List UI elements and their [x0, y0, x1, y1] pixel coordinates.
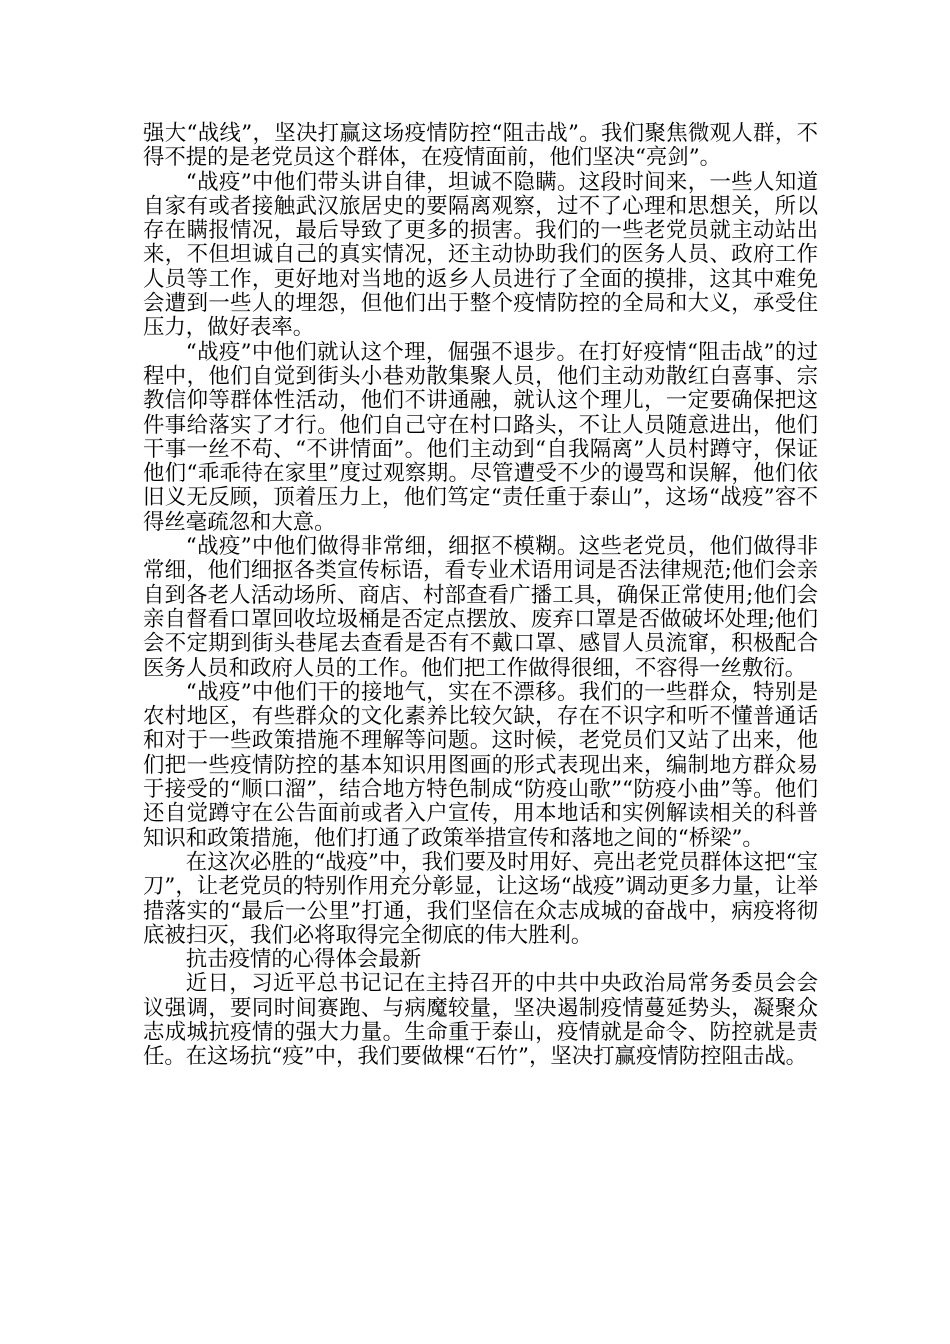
document-body [143, 122, 818, 1070]
paragraph-conclusion: 在这次必胜的“战疫”中，我们要及时用好、亮出老党员群体这把“宝刀”，让老党员的特别作用充分彰显，让这场“战疫”调动更多力量，让举措落实的“最后一公里”打通，我们坚信在众志成城的奋战中，病疫将彻底被扫灭，我们必将取得完全彻底的伟大胜利。 [143, 849, 818, 948]
section-title: 抗击疫情的心得体会最新 [185, 947, 422, 973]
paragraph-continuation: 强大“战线”，坚决打赢这场疫情防控“阻击战”。我们聚焦微观人群，不得不提的是老党员这个群体，在疫情面前，他们坚决“亮剑”。 [143, 121, 818, 171]
paragraph-closing: 近日，习近平总书记记在主持召开的中共中央政治局常务委员会会议强调，要同时间赛跑、与病魔较量，坚决遏制疫情蔓延势头，凝聚众志成城抗疫情的强大力量。生命重于泰山，疫情就是命令、防控就是责任。在这场抗“疫”中，我们要做棵“石竹”，坚决打赢疫情防控阻击战。 [143, 971, 818, 1070]
paragraph-self-discipline: “战疫”中他们带头讲自律，坦诚不隐瞒。这段时间来，一些人知道自家有或者接触武汉旅居史的要隔离观察，过不了心理和思想关，所以存在瞒报情况，最后导致了更多的损害。我们的一些老党员就主动站出来，不但坦诚自己的真实情况，还主动协助我们的医务人员、政府工作人员等工作，更好地对当地的返乡人员进行了全面的摸排，这其中难免会遭到一些人的埋怨，但他们出于整个疫情防控的全局和大义，承受住压力，做好表率。 [143, 169, 818, 341]
paragraph-grounded: “战疫”中他们干的接地气，实在不漂移。我们的一些群众，特别是农村地区，有些群众的文化素养比较欠缺，存在不识字和听不懂普通话和对于一些政策措施不理解等问题。这时候，老党员们又站了出来，他们把一些疫情防控的基本知识用图画的形式表现出来，编制地方群众易于接受的“顺口溜”，结合地方特色制成“防疫山歌”“防疫小曲”等。他们还自觉蹲守在公告面前或者入户宣传，用本地话和实例解读相关的科普知识和政策措施，他们打通了政策举措宣传和落地之间的“桥梁”。 [143, 679, 818, 851]
paragraph-stubborn: “战疫”中他们就认这个理，倔强不退步。在打好疫情“阻击战”的过程中，他们自觉到街头小巷劝散集聚人员，他们主动劝散红白喜事、宗教信仰等群体性活动，他们不讲通融，就认这个理儿，一定要确保把这件事给落实了才行。他们自己守在村口路头，不让人员随意进出，他们干事一丝不苟、“不讲情面”。他们主动到“自我隔离”人员村蹲守，保证他们“乖乖待在家里”度过观察期。尽管遭受不少的谩骂和误解，他们依旧义无反顾，顶着压力上，他们笃定“责任重于泰山”，这场“战疫”容不得丝毫疏忽和大意。 [143, 339, 818, 535]
paragraph-meticulous: “战疫”中他们做得非常细，细抠不模糊。这些老党员，他们做得非常细，他们细抠各类宣传标语，看专业术语用词是否法律规范;他们会亲自到各老人活动场所、商店、村部查看广播工具，确保正常使用;他们会亲自督看口罩回收垃圾桶是否定点摆放、废弃口罩是否做破坏处理;他们会不定期到街头巷尾去查看是否有不戴口罩、感冒人员流窜，积极配合医务人员和政府人员的工作。他们把工作做得很细，不容得一丝敷衍。 [143, 534, 818, 681]
